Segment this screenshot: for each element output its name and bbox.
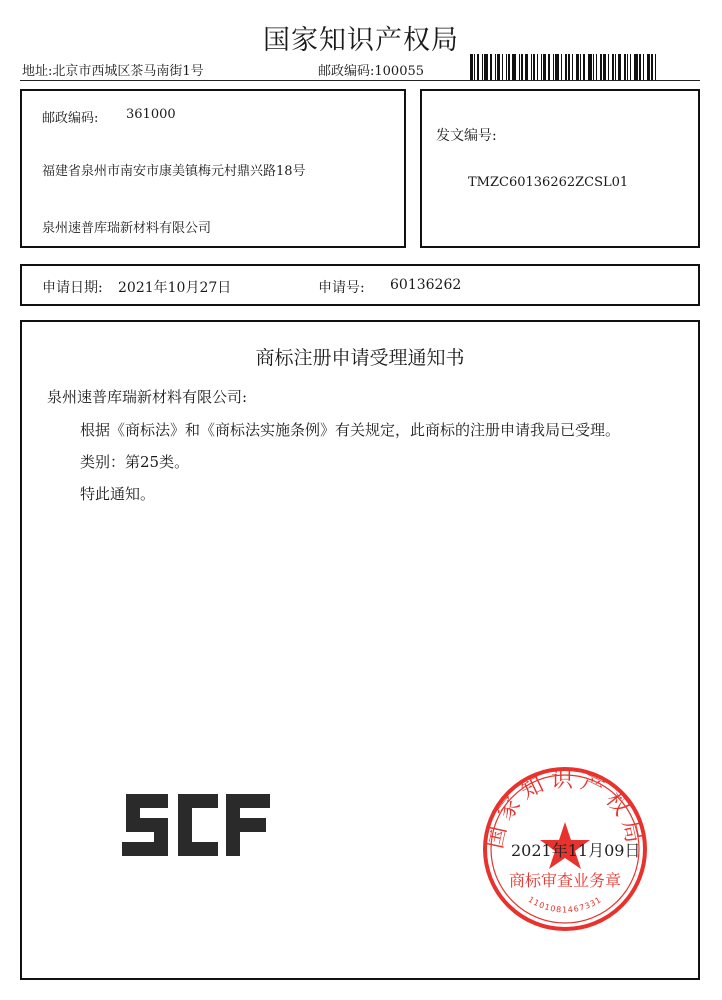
barcode-bar	[474, 54, 475, 80]
barcode-bar	[624, 54, 626, 80]
barcode-bar	[561, 54, 562, 80]
barcode-bar	[548, 54, 550, 80]
header-divider	[20, 80, 700, 81]
barcode-bar	[512, 54, 516, 80]
barcode-bar	[519, 54, 520, 80]
barcode-bar	[593, 54, 594, 80]
barcode-bar	[568, 54, 570, 80]
barcode-bar	[537, 54, 538, 80]
recipient-address: 福建省泉州市南安市康美镇梅元村鼎兴路18号	[42, 164, 306, 179]
notice-addressee: 泉州速普库瑞新材料有限公司:	[47, 388, 248, 406]
barcode-bar	[583, 54, 585, 80]
application-date-label: 申请日期:	[42, 280, 103, 296]
recipient-company: 泉州速普库瑞新材料有限公司	[42, 221, 212, 236]
barcode	[470, 54, 698, 80]
org-title: 国家知识产权局	[263, 25, 459, 56]
barcode-bar	[580, 54, 581, 80]
notice-title: 商标注册申请受理通知书	[255, 347, 465, 369]
barcode-bar	[588, 54, 592, 80]
barcode-bar	[470, 54, 473, 80]
barcode-bar	[484, 54, 488, 80]
barcode-bar	[608, 54, 609, 80]
barcode-bar	[506, 54, 507, 80]
barcode-bar	[477, 54, 479, 80]
barcode-bar	[543, 54, 546, 80]
doc-number-box	[420, 89, 700, 248]
barcode-bar	[576, 54, 579, 80]
application-no-label: 申请号:	[318, 280, 365, 296]
barcode-bar	[565, 54, 567, 80]
application-no: 60136262	[390, 277, 462, 293]
recipient-postal-label: 邮政编码:	[42, 111, 99, 126]
barcode-bar	[603, 54, 606, 80]
notice-line1: 根据《商标法》和《商标法实施条例》有关规定，此商标的注册申请我局已受理。	[80, 421, 621, 439]
barcode-bar	[555, 54, 559, 80]
barcode-bar	[502, 54, 503, 80]
seal-center-text: 商标审查业务章	[508, 871, 622, 890]
header-postal: 邮政编码:100055	[318, 64, 425, 79]
seal-ring-text: 国家知识产权局	[482, 767, 648, 851]
barcode-bar	[490, 54, 492, 80]
barcode-bar	[497, 54, 500, 80]
seal-serial: 1101081467331	[526, 894, 604, 915]
barcode-bar	[533, 54, 535, 80]
barcode-bar	[531, 54, 532, 80]
application-box	[20, 264, 700, 306]
barcode-bar	[618, 54, 621, 80]
trademark-logo	[118, 790, 278, 860]
barcode-bar	[508, 54, 510, 80]
barcode-bar	[634, 54, 638, 80]
recipient-box	[20, 89, 406, 248]
barcode-bar	[643, 54, 644, 80]
barcode-bar	[521, 54, 523, 80]
barcode-bar	[655, 54, 656, 80]
recipient-postal-code: 361000	[126, 107, 176, 122]
seal-date: 2021年11月09日	[511, 841, 641, 860]
notice-line3: 特此通知。	[80, 485, 156, 503]
barcode-bar	[553, 54, 554, 80]
notice-line2: 类别：第25类。	[80, 453, 190, 471]
svg-text:1101081467331	[527, 895, 604, 914]
doc-number: TMZC60136262ZCSL01	[468, 175, 629, 190]
barcode-bar	[651, 54, 653, 80]
barcode-bar	[525, 54, 528, 80]
barcode-bar	[615, 54, 616, 80]
barcode-bar	[627, 54, 628, 80]
header-address: 地址:北京市西城区茶马南街1号	[22, 64, 204, 79]
barcode-bar	[639, 54, 641, 80]
application-date: 2021年10月27日	[118, 280, 232, 296]
barcode-bar	[572, 54, 573, 80]
barcode-bar	[612, 54, 614, 80]
barcode-bar	[647, 54, 650, 80]
barcode-bar	[596, 54, 597, 80]
barcode-bar	[495, 54, 496, 80]
barcode-bar	[600, 54, 602, 80]
barcode-bar	[482, 54, 483, 80]
barcode-bar	[630, 54, 631, 80]
barcode-bar	[541, 54, 542, 80]
doc-number-label: 发文编号:	[436, 128, 497, 144]
